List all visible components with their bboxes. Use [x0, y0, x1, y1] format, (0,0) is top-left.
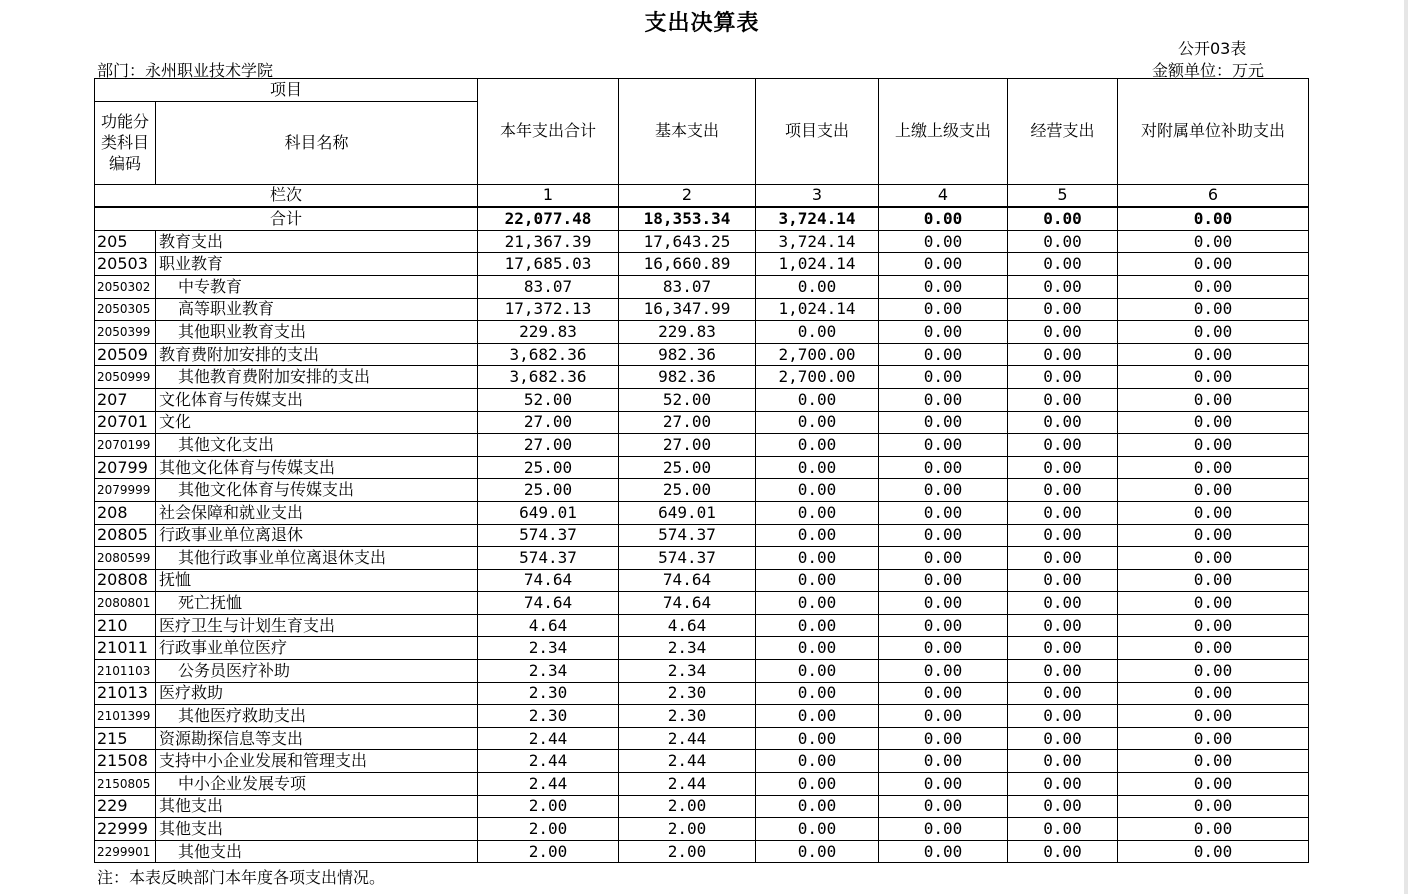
- amount-cell: 982.36: [619, 366, 756, 389]
- subject-code: 229: [95, 795, 156, 818]
- amount-cell: 0.00: [1008, 840, 1118, 863]
- subject-name: 其他文化支出: [156, 434, 478, 457]
- subject-code: 20701: [95, 411, 156, 434]
- table-row: [95, 388, 1309, 411]
- header-name: 科目名称: [156, 101, 478, 184]
- amount-cell: 0.00: [1008, 614, 1118, 637]
- amount-cell: 0.00: [879, 750, 1008, 773]
- amount-cell: 0.00: [879, 524, 1008, 547]
- subject-code: 215: [95, 727, 156, 750]
- amount-cell: 0.00: [756, 773, 879, 796]
- amount-cell: 16,660.89: [619, 253, 756, 276]
- amount-cell: 0.00: [756, 388, 879, 411]
- amount-cell: 2.44: [478, 750, 619, 773]
- amount-cell: 0.00: [1118, 592, 1309, 615]
- department-label: 部门：永州职业技术学院: [97, 61, 274, 80]
- amount-cell: 2.34: [619, 637, 756, 660]
- table-row: [95, 366, 1309, 389]
- table-row: [95, 592, 1309, 615]
- amount-cell: 1,024.14: [756, 298, 879, 321]
- amount-cell: 0.00: [1118, 366, 1309, 389]
- amount-cell: 0.00: [1118, 275, 1309, 298]
- column-number: 6: [1118, 184, 1309, 207]
- amount-cell: 21,367.39: [478, 230, 619, 253]
- amount-cell: 83.07: [478, 275, 619, 298]
- table-row: [95, 434, 1309, 457]
- amount-cell: 0.00: [1008, 569, 1118, 592]
- amount-cell: 0.00: [879, 818, 1008, 841]
- amount-cell: 0.00: [879, 547, 1008, 570]
- amount-cell: 2.30: [478, 682, 619, 705]
- amount-cell: 0.00: [879, 366, 1008, 389]
- amount-cell: 0.00: [1118, 479, 1309, 502]
- amount-cell: 0.00: [879, 705, 1008, 728]
- total-value: 18,353.34: [619, 207, 756, 230]
- amount-cell: 982.36: [619, 343, 756, 366]
- subject-name: 其他支出: [156, 818, 478, 841]
- table-row: [95, 750, 1309, 773]
- subject-name: 其他文化体育与传媒支出: [156, 479, 478, 502]
- amount-cell: 0.00: [879, 795, 1008, 818]
- table-row: [95, 524, 1309, 547]
- subject-name: 其他职业教育支出: [156, 321, 478, 344]
- header-col-2: 基本支出: [619, 79, 756, 185]
- header-col-4: 上缴上级支出: [879, 79, 1008, 185]
- amount-cell: 0.00: [1118, 253, 1309, 276]
- amount-cell: 0.00: [1118, 411, 1309, 434]
- subject-name: 教育支出: [156, 230, 478, 253]
- unit-label: 金额单位：万元: [1152, 61, 1265, 80]
- table-row: [95, 840, 1309, 863]
- table-row: [95, 727, 1309, 750]
- amount-cell: 649.01: [478, 501, 619, 524]
- table-row: [95, 614, 1309, 637]
- subject-code: 22999: [95, 818, 156, 841]
- amount-cell: 0.00: [1008, 343, 1118, 366]
- amount-cell: 0.00: [1118, 524, 1309, 547]
- amount-cell: 2.44: [478, 727, 619, 750]
- amount-cell: 4.64: [619, 614, 756, 637]
- amount-cell: 0.00: [1118, 637, 1309, 660]
- subject-code: 207: [95, 388, 156, 411]
- subject-name: 公务员医疗补助: [156, 660, 478, 683]
- amount-cell: 0.00: [1008, 660, 1118, 683]
- table-row: [95, 795, 1309, 818]
- amount-cell: 16,347.99: [619, 298, 756, 321]
- amount-cell: 0.00: [756, 818, 879, 841]
- amount-cell: 0.00: [1008, 524, 1118, 547]
- subject-code: 2050305: [95, 298, 156, 321]
- amount-cell: 2,700.00: [756, 366, 879, 389]
- amount-cell: 0.00: [1008, 479, 1118, 502]
- header-col-1: 本年支出合计: [478, 79, 619, 185]
- total-label: 合计: [95, 207, 478, 230]
- amount-cell: 0.00: [879, 298, 1008, 321]
- subject-name: 支持中小企业发展和管理支出: [156, 750, 478, 773]
- amount-cell: 0.00: [1118, 388, 1309, 411]
- amount-cell: 229.83: [619, 321, 756, 344]
- table-row: [95, 411, 1309, 434]
- amount-cell: 0.00: [1008, 388, 1118, 411]
- subject-code: 20509: [95, 343, 156, 366]
- table-row: [95, 343, 1309, 366]
- subject-code: 20503: [95, 253, 156, 276]
- amount-cell: 25.00: [478, 456, 619, 479]
- amount-cell: 574.37: [478, 524, 619, 547]
- amount-cell: 0.00: [1008, 727, 1118, 750]
- amount-cell: 0.00: [879, 727, 1008, 750]
- amount-cell: 2.30: [619, 705, 756, 728]
- subject-code: 20799: [95, 456, 156, 479]
- amount-cell: 0.00: [756, 524, 879, 547]
- amount-cell: 27.00: [478, 411, 619, 434]
- amount-cell: 17,643.25: [619, 230, 756, 253]
- amount-cell: 0.00: [1008, 637, 1118, 660]
- subject-code: 21011: [95, 637, 156, 660]
- amount-cell: 0.00: [1008, 411, 1118, 434]
- amount-cell: 574.37: [478, 547, 619, 570]
- table-row: [95, 660, 1309, 683]
- amount-cell: 0.00: [879, 275, 1008, 298]
- amount-cell: 0.00: [1118, 343, 1309, 366]
- amount-cell: 27.00: [619, 411, 756, 434]
- amount-cell: 3,682.36: [478, 343, 619, 366]
- subject-code: 2050399: [95, 321, 156, 344]
- header-col-5: 经营支出: [1008, 79, 1118, 185]
- amount-cell: 0.00: [1118, 298, 1309, 321]
- amount-cell: 52.00: [619, 388, 756, 411]
- amount-cell: 2.34: [619, 660, 756, 683]
- amount-cell: 0.00: [756, 637, 879, 660]
- amount-cell: 0.00: [1118, 456, 1309, 479]
- subject-code: 21508: [95, 750, 156, 773]
- amount-cell: 0.00: [1008, 818, 1118, 841]
- subject-code: 2050302: [95, 275, 156, 298]
- header-col-6: 对附属单位补助支出: [1118, 79, 1309, 185]
- subject-name: 其他支出: [156, 840, 478, 863]
- amount-cell: 0.00: [756, 750, 879, 773]
- amount-cell: 2.00: [478, 795, 619, 818]
- subject-code: 208: [95, 501, 156, 524]
- amount-cell: 0.00: [879, 388, 1008, 411]
- subject-name: 教育费附加安排的支出: [156, 343, 478, 366]
- amount-cell: 3,682.36: [478, 366, 619, 389]
- amount-cell: 27.00: [619, 434, 756, 457]
- amount-cell: 0.00: [879, 456, 1008, 479]
- table-row: [95, 773, 1309, 796]
- amount-cell: 0.00: [756, 321, 879, 344]
- amount-cell: 0.00: [1118, 547, 1309, 570]
- subject-name: 抚恤: [156, 569, 478, 592]
- amount-cell: 0.00: [879, 637, 1008, 660]
- amount-cell: 0.00: [756, 705, 879, 728]
- amount-cell: 0.00: [756, 501, 879, 524]
- subject-code: 2150805: [95, 773, 156, 796]
- column-number: 1: [478, 184, 619, 207]
- page-title: 支出决算表: [644, 11, 760, 36]
- amount-cell: 17,372.13: [478, 298, 619, 321]
- amount-cell: 0.00: [756, 434, 879, 457]
- amount-cell: 0.00: [1008, 298, 1118, 321]
- amount-cell: 2.00: [478, 818, 619, 841]
- amount-cell: 0.00: [1118, 321, 1309, 344]
- table-row: [95, 682, 1309, 705]
- amount-cell: 0.00: [756, 682, 879, 705]
- amount-cell: 0.00: [756, 840, 879, 863]
- amount-cell: 0.00: [879, 682, 1008, 705]
- total-row: [95, 207, 1309, 230]
- amount-cell: 0.00: [1008, 456, 1118, 479]
- amount-cell: 17,685.03: [478, 253, 619, 276]
- amount-cell: 0.00: [1118, 614, 1309, 637]
- subject-code: 2079999: [95, 479, 156, 502]
- amount-cell: 2.00: [619, 795, 756, 818]
- amount-cell: 0.00: [1008, 253, 1118, 276]
- amount-cell: 2.44: [619, 727, 756, 750]
- amount-cell: 0.00: [1008, 321, 1118, 344]
- amount-cell: 2.44: [619, 750, 756, 773]
- subject-name: 中小企业发展专项: [156, 773, 478, 796]
- subject-code: 2299901: [95, 840, 156, 863]
- amount-cell: 0.00: [756, 795, 879, 818]
- header-code: 功能分类科目编码: [100, 112, 149, 174]
- subject-code: 2050999: [95, 366, 156, 389]
- amount-cell: 0.00: [1008, 773, 1118, 796]
- table-row: [95, 479, 1309, 502]
- amount-cell: 0.00: [879, 230, 1008, 253]
- amount-cell: 0.00: [756, 660, 879, 683]
- amount-cell: 0.00: [879, 411, 1008, 434]
- header-row: [95, 79, 1309, 102]
- column-number: 3: [756, 184, 879, 207]
- amount-cell: 0.00: [1118, 682, 1309, 705]
- amount-cell: 0.00: [879, 569, 1008, 592]
- column-number: 4: [879, 184, 1008, 207]
- amount-cell: 0.00: [756, 479, 879, 502]
- table-row: [95, 569, 1309, 592]
- amount-cell: 0.00: [1008, 547, 1118, 570]
- footnote: 注：本表反映部门本年度各项支出情况。: [97, 868, 386, 887]
- table-row: [95, 637, 1309, 660]
- subject-name: 死亡抚恤: [156, 592, 478, 615]
- amount-cell: 25.00: [619, 456, 756, 479]
- amount-cell: 2.00: [619, 818, 756, 841]
- amount-cell: 574.37: [619, 524, 756, 547]
- table-row: [95, 253, 1309, 276]
- table-row: [95, 321, 1309, 344]
- amount-cell: 0.00: [1008, 592, 1118, 615]
- amount-cell: 0.00: [1008, 434, 1118, 457]
- amount-cell: 0.00: [879, 660, 1008, 683]
- amount-cell: 83.07: [619, 275, 756, 298]
- amount-cell: 2.30: [478, 705, 619, 728]
- amount-cell: 3,724.14: [756, 230, 879, 253]
- subject-name: 高等职业教育: [156, 298, 478, 321]
- subject-name: 社会保障和就业支出: [156, 501, 478, 524]
- amount-cell: 74.64: [478, 592, 619, 615]
- amount-cell: 0.00: [1118, 660, 1309, 683]
- subject-name: 资源勘探信息等支出: [156, 727, 478, 750]
- subject-name: 其他行政事业单位离退休支出: [156, 547, 478, 570]
- total-value: 0.00: [879, 207, 1008, 230]
- amount-cell: 0.00: [1118, 727, 1309, 750]
- amount-cell: 74.64: [619, 569, 756, 592]
- amount-cell: 2.00: [478, 840, 619, 863]
- expenditure-table: [94, 78, 1309, 863]
- amount-cell: 0.00: [879, 253, 1008, 276]
- table-row: [95, 456, 1309, 479]
- table-row: [95, 298, 1309, 321]
- amount-cell: 0.00: [1008, 795, 1118, 818]
- subject-code: 2080801: [95, 592, 156, 615]
- amount-cell: 2.30: [619, 682, 756, 705]
- amount-cell: 0.00: [1008, 366, 1118, 389]
- header-col-3: 项目支出: [756, 79, 879, 185]
- amount-cell: 0.00: [879, 592, 1008, 615]
- subject-name: 行政事业单位离退休: [156, 524, 478, 547]
- amount-cell: 74.64: [619, 592, 756, 615]
- subject-code: 20805: [95, 524, 156, 547]
- amount-cell: 0.00: [1118, 840, 1309, 863]
- amount-cell: 0.00: [879, 321, 1008, 344]
- table-row: [95, 230, 1309, 253]
- amount-cell: 0.00: [756, 727, 879, 750]
- amount-cell: 0.00: [1118, 569, 1309, 592]
- amount-cell: 0.00: [879, 501, 1008, 524]
- amount-cell: 2.34: [478, 660, 619, 683]
- total-value: 0.00: [1118, 207, 1309, 230]
- amount-cell: 0.00: [1118, 795, 1309, 818]
- amount-cell: 0.00: [879, 614, 1008, 637]
- total-value: 3,724.14: [756, 207, 879, 230]
- row-label: 栏次: [95, 184, 478, 207]
- amount-cell: 0.00: [756, 411, 879, 434]
- subject-name: 文化: [156, 411, 478, 434]
- amount-cell: 0.00: [1118, 818, 1309, 841]
- amount-cell: 0.00: [1008, 230, 1118, 253]
- header-item: 项目: [95, 79, 478, 102]
- amount-cell: 52.00: [478, 388, 619, 411]
- subject-code: 21013: [95, 682, 156, 705]
- amount-cell: 2.44: [478, 773, 619, 796]
- amount-cell: 27.00: [478, 434, 619, 457]
- subject-name: 医疗救助: [156, 682, 478, 705]
- amount-cell: 25.00: [478, 479, 619, 502]
- amount-cell: 0.00: [1118, 501, 1309, 524]
- subject-code: 205: [95, 230, 156, 253]
- amount-cell: 0.00: [1008, 750, 1118, 773]
- amount-cell: 649.01: [619, 501, 756, 524]
- amount-cell: 0.00: [756, 592, 879, 615]
- amount-cell: 0.00: [1118, 750, 1309, 773]
- amount-cell: 0.00: [879, 479, 1008, 502]
- subject-code: 2101399: [95, 705, 156, 728]
- amount-cell: 2.44: [619, 773, 756, 796]
- subject-code: 210: [95, 614, 156, 637]
- amount-cell: 0.00: [1008, 501, 1118, 524]
- subject-name: 其他医疗救助支出: [156, 705, 478, 728]
- table-row: [95, 705, 1309, 728]
- column-number: 2: [619, 184, 756, 207]
- amount-cell: 574.37: [619, 547, 756, 570]
- amount-cell: 0.00: [879, 434, 1008, 457]
- amount-cell: 0.00: [1008, 682, 1118, 705]
- subject-name: 其他支出: [156, 795, 478, 818]
- amount-cell: 2,700.00: [756, 343, 879, 366]
- subject-name: 职业教育: [156, 253, 478, 276]
- amount-cell: 0.00: [1118, 434, 1309, 457]
- page-edge-divider: [1404, 0, 1408, 894]
- subject-name: 其他教育费附加安排的支出: [156, 366, 478, 389]
- subject-code: 2080599: [95, 547, 156, 570]
- table-row: [95, 501, 1309, 524]
- amount-cell: 0.00: [756, 547, 879, 570]
- amount-cell: 0.00: [1008, 275, 1118, 298]
- amount-cell: 1,024.14: [756, 253, 879, 276]
- table-row: [95, 275, 1309, 298]
- amount-cell: 0.00: [756, 456, 879, 479]
- amount-cell: 0.00: [1118, 230, 1309, 253]
- amount-cell: 0.00: [756, 614, 879, 637]
- subject-code: 2070199: [95, 434, 156, 457]
- amount-cell: 0.00: [1118, 773, 1309, 796]
- amount-cell: 25.00: [619, 479, 756, 502]
- form-number: 公开03表: [1178, 39, 1247, 58]
- subject-name: 医疗卫生与计划生育支出: [156, 614, 478, 637]
- subject-code: 20808: [95, 569, 156, 592]
- column-number: 5: [1008, 184, 1118, 207]
- subject-name: 行政事业单位医疗: [156, 637, 478, 660]
- amount-cell: 4.64: [478, 614, 619, 637]
- amount-cell: 2.34: [478, 637, 619, 660]
- table-row: [95, 818, 1309, 841]
- amount-cell: 0.00: [879, 773, 1008, 796]
- amount-cell: 0.00: [1008, 705, 1118, 728]
- subject-code: 2101103: [95, 660, 156, 683]
- subject-name: 文化体育与传媒支出: [156, 388, 478, 411]
- amount-cell: 0.00: [879, 840, 1008, 863]
- amount-cell: 2.00: [619, 840, 756, 863]
- column-number-row: [95, 184, 1309, 207]
- table-row: [95, 547, 1309, 570]
- amount-cell: 0.00: [1118, 705, 1309, 728]
- total-value: 0.00: [1008, 207, 1118, 230]
- amount-cell: 0.00: [756, 569, 879, 592]
- amount-cell: 229.83: [478, 321, 619, 344]
- subject-name: 其他文化体育与传媒支出: [156, 456, 478, 479]
- total-value: 22,077.48: [478, 207, 619, 230]
- amount-cell: 0.00: [756, 275, 879, 298]
- amount-cell: 74.64: [478, 569, 619, 592]
- subject-name: 中专教育: [156, 275, 478, 298]
- amount-cell: 0.00: [879, 343, 1008, 366]
